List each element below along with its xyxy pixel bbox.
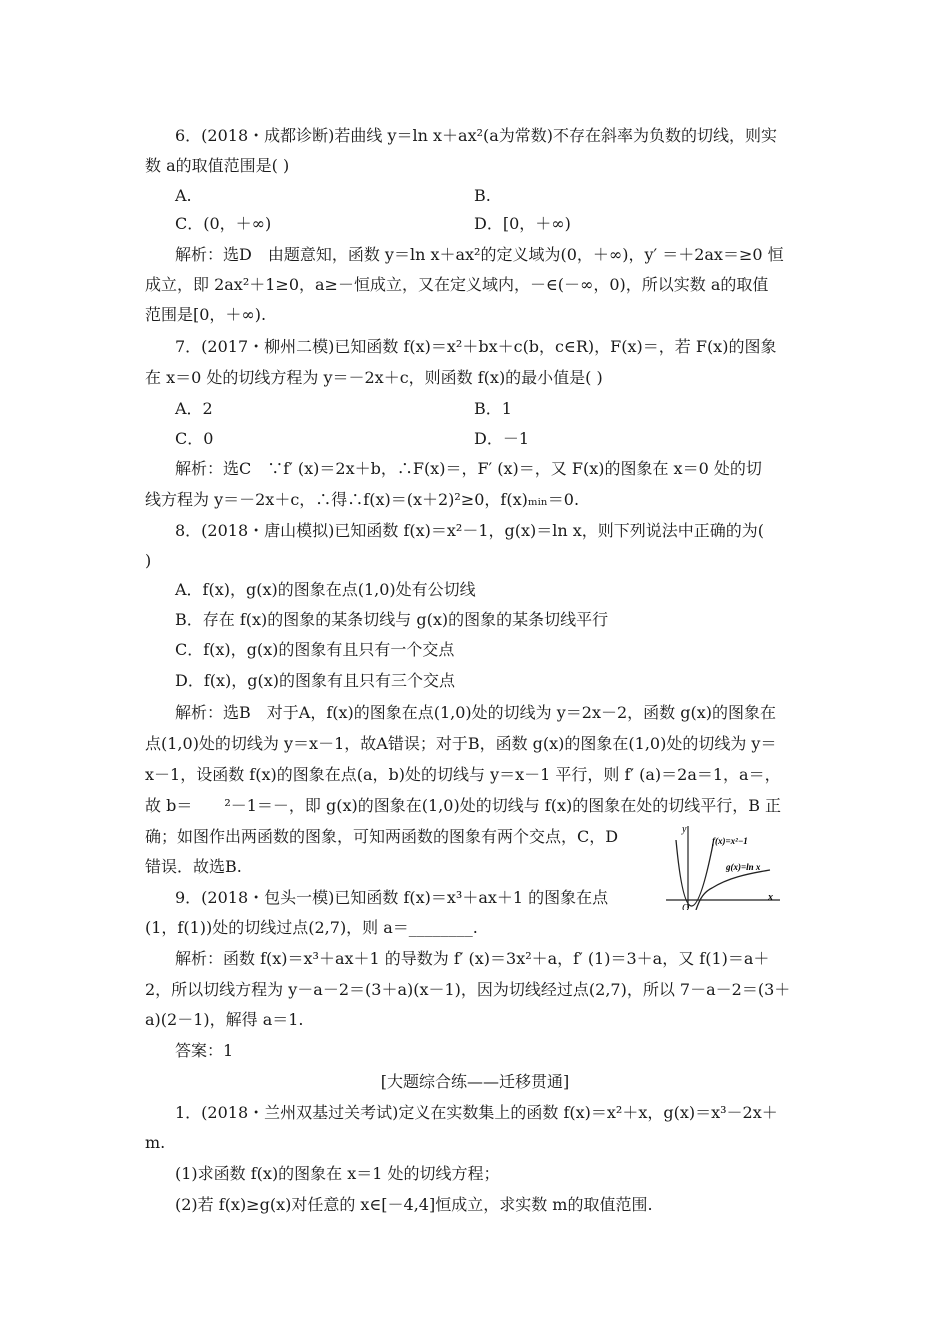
q8-solution-line2: 点(1,0)处的切线为 y＝x－1，故A错误；对于B，函数 g(x)的图象在(1,0)处的切线为 y＝: [145, 734, 777, 753]
origin-label: O: [682, 903, 690, 910]
log-curve: [696, 870, 770, 910]
q6-option-c: C．(0，＋∞): [175, 214, 272, 233]
q8-option-b: B．存在 f(x)的图象的某条切线与 g(x)的图象的某条切线平行: [175, 610, 609, 629]
q6-option-d: D．[0，＋∞): [474, 214, 571, 233]
q6-option-a: A.: [175, 186, 192, 205]
q8-option-c: C．f(x)，g(x)的图象有且只有一个交点: [175, 640, 455, 659]
q7-solution-line2: 线方程为 y＝－2x＋c，∴得∴f(x)＝(x＋2)²≥0，f(x)ₘᵢₙ＝0.: [145, 490, 580, 509]
q7-solution-line1: 解析：选C ∵f′ (x)＝2x＋b，∴F(x)＝，F′ (x)＝，又 F(x)的图象在 x＝0 处的切: [175, 459, 762, 478]
big1-stem-line1: 1．(2018・兰州双基过关考试)定义在实数集上的函数 f(x)＝x²＋x，g(x)＝x³－2x＋: [175, 1103, 778, 1122]
q6-solution-line1: 解析：选D 由题意知，函数 y＝ln x＋ax²的定义域为(0，＋∞)，y′ ＝＋2ax＝≥0 恒: [175, 245, 784, 264]
q6-stem-line1: 6．(2018・成都诊断)若曲线 y＝ln x＋ax²(a为常数)不存在斜率为负数的切线，则实: [175, 126, 778, 145]
q8-option-a: A．f(x)，g(x)的图象在点(1,0)处有公切线: [175, 580, 476, 599]
big1-stem-line2: m.: [145, 1133, 166, 1152]
y-axis-label: y: [682, 824, 687, 835]
q7-option-a: A．2: [175, 399, 213, 418]
section-title: [大题综合练——迁移贯通]: [380, 1072, 570, 1091]
q8-solution-line6: 错误．故选B.: [145, 857, 242, 876]
function-graph-figure: [658, 820, 788, 910]
q6-solution-line3: 范围是[0，＋∞).: [145, 305, 267, 324]
g-curve-label: g(x)=ln x: [726, 862, 761, 872]
q7-stem-line2: 在 x＝0 处的切线方程为 y＝－2x＋c，则函数 f(x)的最小值是( ): [145, 368, 603, 387]
q6-option-b: B.: [474, 186, 491, 205]
q8-stem-line2: ): [145, 551, 152, 570]
f-curve-label: f(x)=x²−1: [712, 836, 748, 846]
big1-part2: (2)若 f(x)≥g(x)对任意的 x∈[－4,4]恒成立，求实数 m的取值范围.: [175, 1195, 653, 1214]
q7-option-d: D．－1: [474, 429, 530, 448]
q9-stem-line1: 9．(2018・包头一模)已知函数 f(x)＝x³＋ax＋1 的图象在点: [175, 888, 609, 907]
q8-stem-line1: 8．(2018・唐山模拟)已知函数 f(x)＝x²－1，g(x)＝ln x，则下列说法中正确的为(: [175, 521, 765, 540]
q8-solution-line3: x－1，设函数 f(x)的图象在点(a，b)处的切线与 y＝x－1 平行，则 f′ (a)＝2a＝1，a＝，: [145, 765, 781, 784]
parabola-curve: [676, 840, 713, 906]
x-axis-label: x: [768, 892, 773, 903]
q8-solution-line5: 确；如图作出两函数的图象，可知两函数的图象有两个交点，C，D: [145, 827, 619, 846]
q9-solution-line2: 2，所以切线方程为 y－a－2＝(3＋a)(x－1)，因为切线经过点(2,7)，所以 7－a－2＝(3＋: [145, 980, 791, 999]
q9-solution-line1: 解析：函数 f(x)＝x³＋ax＋1 的导数为 f′ (x)＝3x²＋a，f′ (1)＝3＋a，又 f(1)＝a＋: [175, 949, 770, 968]
q8-solution-line4: 故 b＝ ²－1＝－，即 g(x)的图象在(1,0)处的切线与 f(x)的图象在处的切线平行，B 正: [145, 796, 782, 815]
q8-option-d: D．f(x)，g(x)的图象有且只有三个交点: [175, 671, 456, 690]
q9-stem-line2: (1，f(1))处的切线过点(2,7)，则 a＝________.: [145, 918, 478, 937]
big1-part1: (1)求函数 f(x)的图象在 x＝1 处的切线方程；: [175, 1164, 500, 1183]
q9-solution-line3: a)(2－1)，解得 a＝1.: [145, 1010, 304, 1029]
q7-stem-line1: 7．(2017・柳州二模)已知函数 f(x)＝x²＋bx＋c(b，c∈R)，F(x)＝，若 F(x)的图象: [175, 337, 777, 356]
q7-option-b: B．1: [474, 399, 512, 418]
q6-stem-line2: 数 a的取值范围是( ): [145, 156, 290, 175]
q7-option-c: C．0: [175, 429, 214, 448]
q8-solution-line1: 解析：选B 对于A，f(x)的图象在点(1,0)处的切线为 y＝2x－2，函数 g(x)的图象在: [175, 703, 777, 722]
q6-solution-line2: 成立，即 2ax²＋1≥0，a≥－恒成立，又在定义域内，－∈(－∞，0)，所以实数 a的取值: [145, 275, 769, 294]
q9-answer: 答案：1: [175, 1041, 234, 1060]
